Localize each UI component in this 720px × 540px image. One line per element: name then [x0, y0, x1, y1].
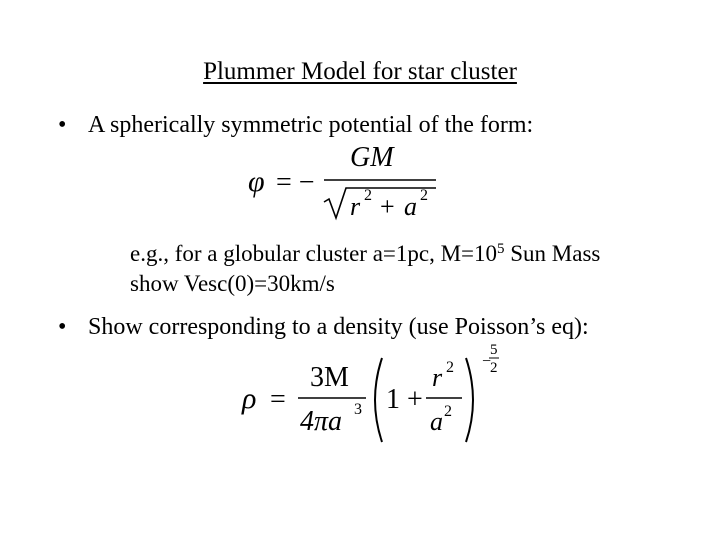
right-paren — [466, 358, 473, 442]
exp-denominator: 2 — [490, 360, 498, 376]
one-plus: 1 + — [386, 384, 423, 415]
equals-minus: = − — [276, 167, 315, 198]
bullet-marker: • — [58, 314, 67, 340]
example-text — [130, 234, 710, 299]
phi-r: r — [350, 192, 361, 221]
phi-plus: + — [380, 192, 395, 221]
bullet-marker: • — [58, 112, 67, 138]
example-line-2: show Vesc(0)=30km/s — [130, 271, 335, 296]
bullet-potential-text: A spherically symmetric potential of the form: — [88, 112, 534, 138]
example-line-1-suffix: Sun Mass — [504, 241, 601, 266]
exp-numerator: 5 — [490, 342, 498, 358]
density-formula — [236, 340, 506, 450]
exp-minus: − — [482, 353, 492, 370]
rho-a: a — [430, 407, 443, 436]
phi-a-exponent: 2 — [420, 187, 428, 204]
phi-numerator: GM — [350, 142, 394, 173]
example-line-1-prefix: e.g., for a globular cluster a=1pc, M=10 — [130, 241, 498, 266]
rho-denominator: 4πa — [300, 406, 343, 437]
rho-a-exponent: 2 — [444, 403, 452, 420]
potential-formula — [240, 136, 440, 226]
slide-title: Plummer Model for star cluster — [203, 58, 517, 85]
phi-symbol: φ — [248, 165, 265, 198]
rho-numerator: 3M — [310, 362, 349, 393]
left-paren — [375, 358, 382, 442]
example-exponent: 5 — [497, 241, 505, 257]
rho-denominator-exponent: 3 — [354, 401, 362, 418]
rho-r-exponent: 2 — [446, 359, 454, 376]
phi-a: a — [404, 192, 417, 221]
rho-r: r — [432, 363, 443, 392]
rho-equals: = — [270, 384, 286, 415]
phi-r-exponent: 2 — [364, 187, 372, 204]
rho-symbol: ρ — [242, 382, 257, 415]
example-line-1 — [130, 234, 710, 269]
bullet-density-text: Show corresponding to a density (use Poisson’s eq): — [88, 314, 589, 340]
